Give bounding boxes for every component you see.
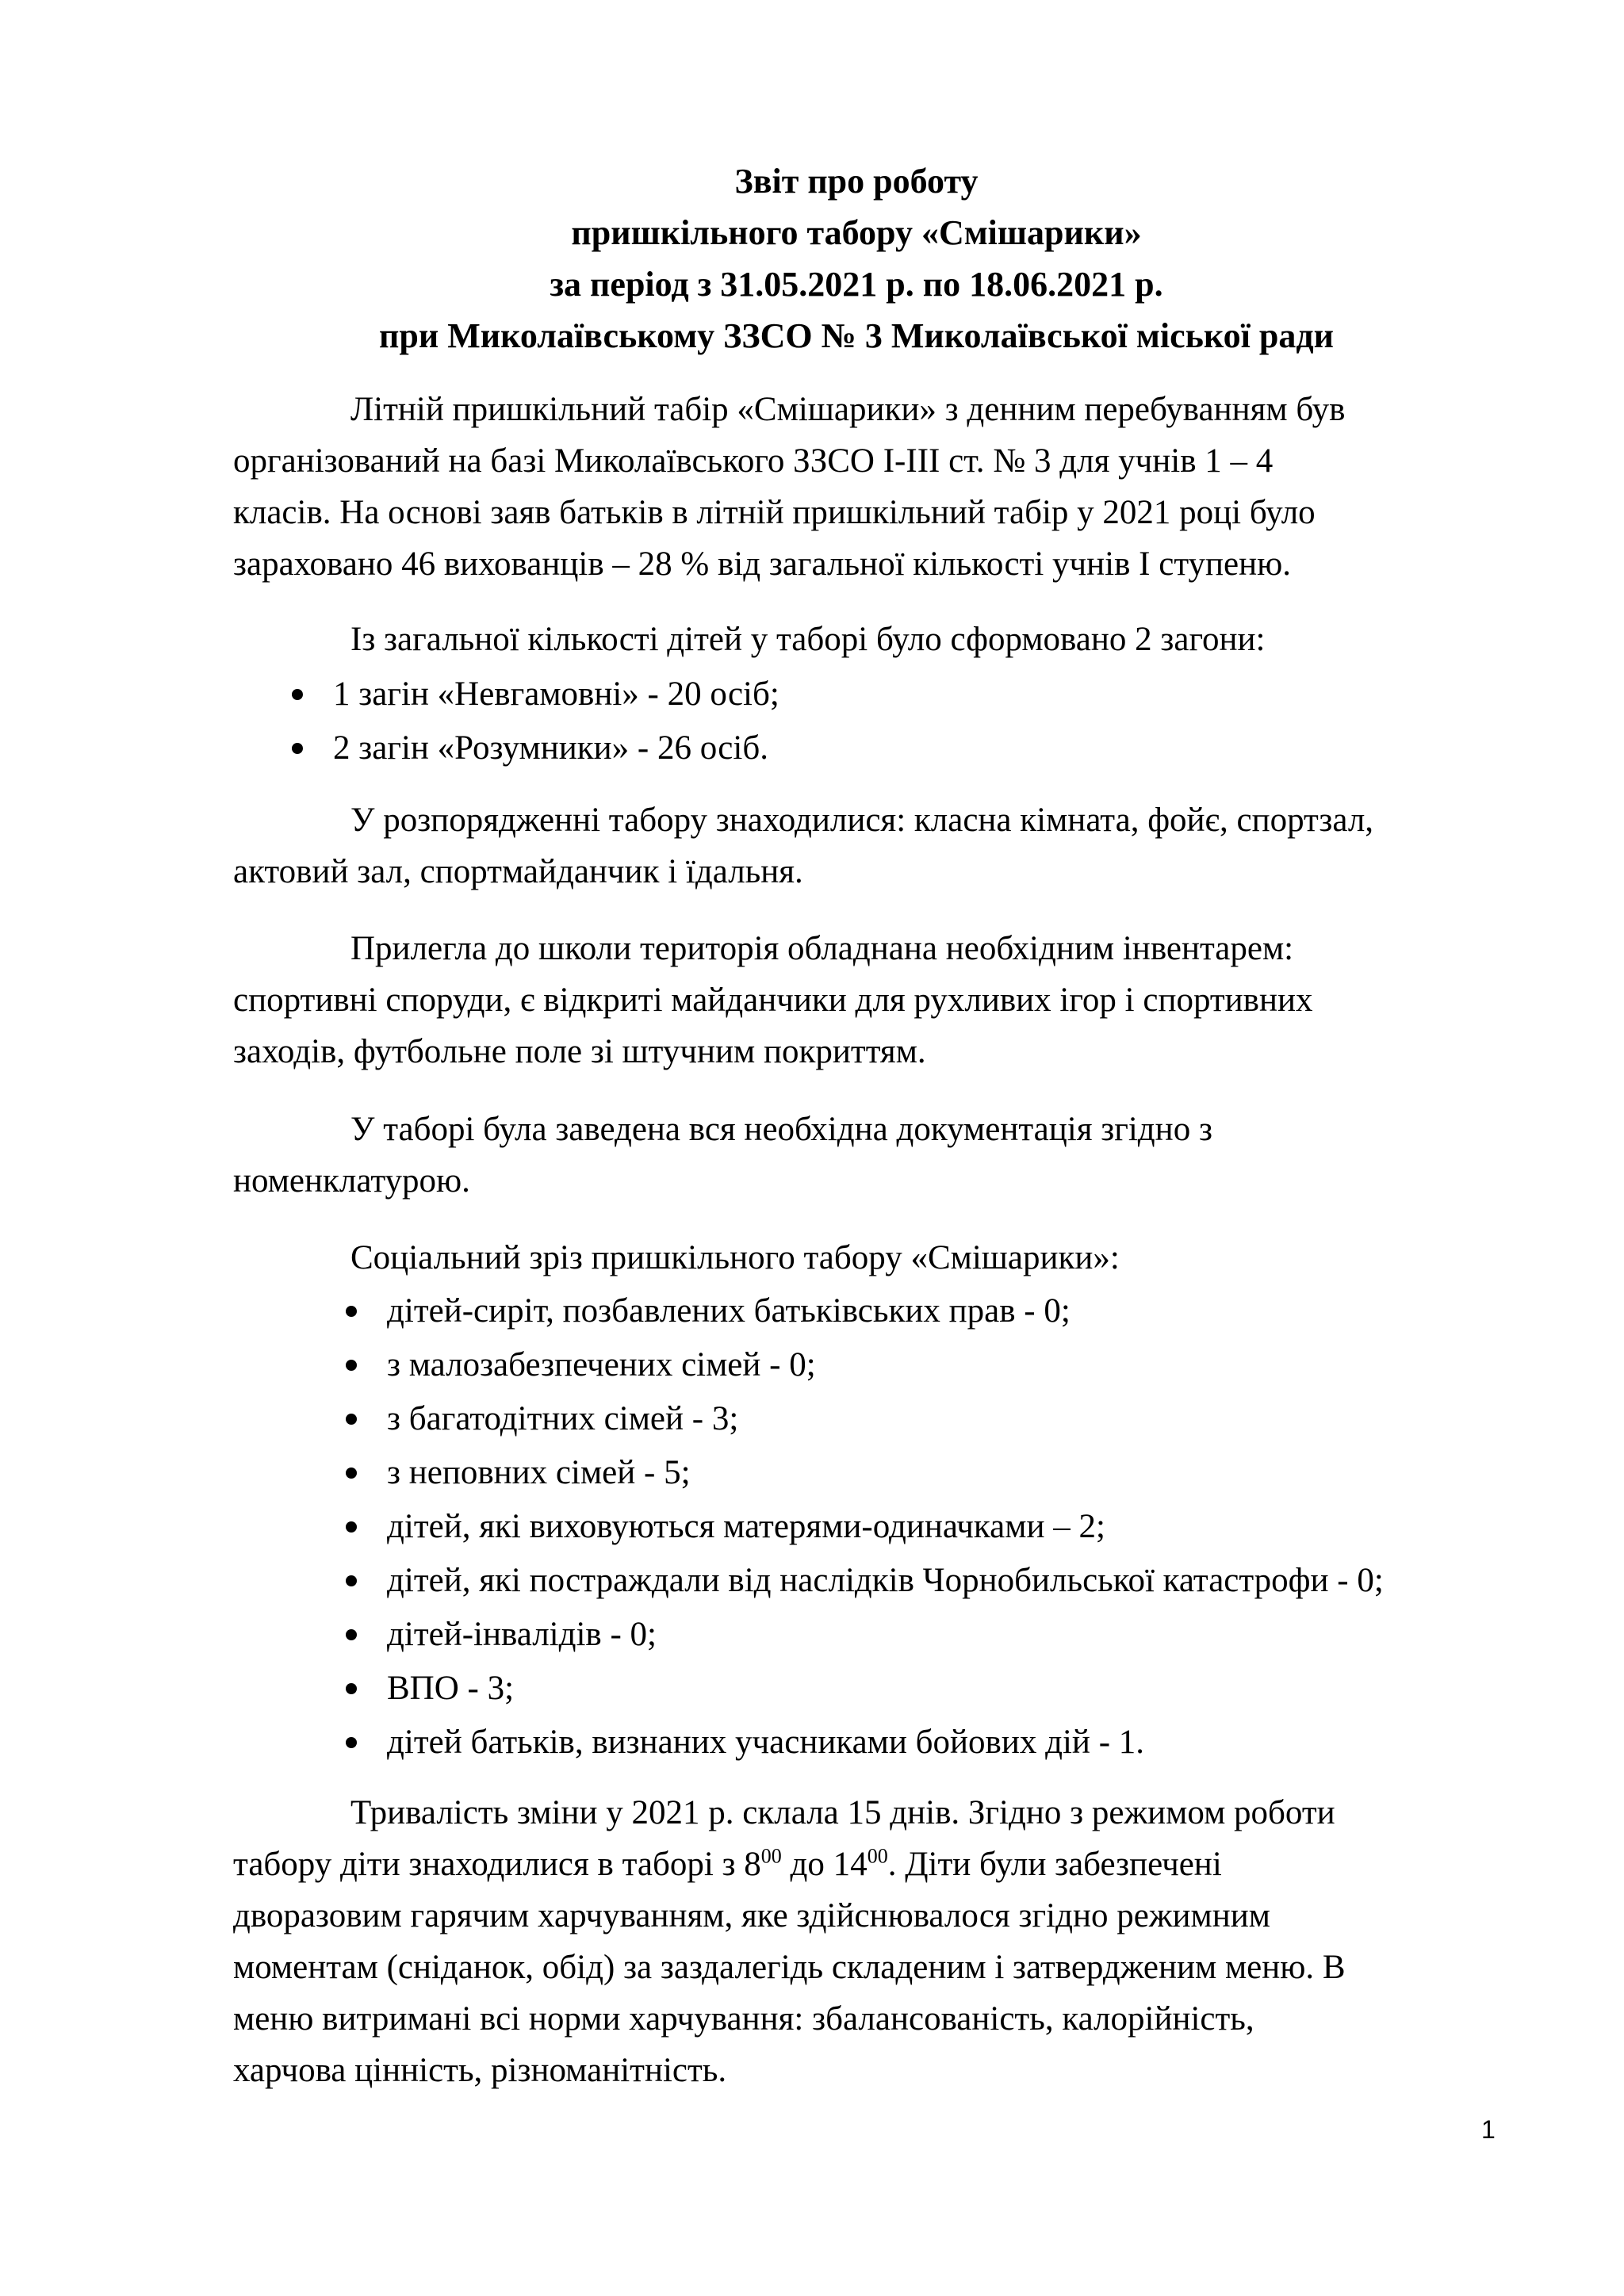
page-number: 1 — [1481, 2115, 1496, 2144]
bullet-icon — [346, 1737, 357, 1748]
title-line: при Миколаївському ЗЗСО № 3 Миколаївської міської ради — [379, 316, 1334, 355]
text-line: моментам (сніданок, обід) за заздалегідь складеним і затвердженим меню. В — [233, 1949, 1346, 1986]
title-line: за період з 31.05.2021 р. по 18.06.2021 р. — [550, 265, 1163, 304]
text-line: Літній пришкільний табір «Смішарики» з денним перебуванням був — [350, 391, 1346, 428]
text-line: номенклатурою. — [233, 1162, 470, 1200]
title-line: пришкільного табору «Смішарики» — [571, 213, 1142, 252]
bullet-icon — [346, 1306, 357, 1317]
bullet-icon — [346, 1629, 357, 1640]
text-line: заходів, футбольне поле зі штучним покриттям. — [233, 1033, 926, 1070]
bullet-icon — [292, 689, 303, 700]
text-line: організований на базі Миколаївського ЗЗСО І-ІІІ ст. № 3 для учнів 1 – 4 — [233, 442, 1274, 480]
text-line: Із загальної кількості дітей у таборі було сформовано 2 загони: — [350, 621, 1266, 658]
bullet-icon — [346, 1683, 357, 1694]
list-item: дітей, які виховуються матерями-одиначками – 2; — [387, 1500, 1384, 1554]
list-item: 2 загін «Розумники» - 26 осіб. — [333, 721, 779, 775]
list-item: з малозабезпечених сімей - 0; — [387, 1338, 1384, 1392]
list-item: дітей-сиріт, позбавлених батьківських прав - 0; — [387, 1284, 1384, 1338]
bullet-icon — [292, 743, 303, 754]
text-line: дворазовим гарячим харчуванням, яке здійснювалося згідно режимним — [233, 1897, 1270, 1934]
text-line: Тривалість зміни у 2021 р. склала 15 днів. Згідно з режимом роботи — [350, 1794, 1335, 1831]
social-paragraph — [233, 1232, 1518, 1284]
bullet-icon — [346, 1575, 357, 1586]
text-line: Соціальний зріз пришкільного табору «Смішарики»: — [350, 1239, 1120, 1276]
social-list — [387, 1284, 1384, 1770]
text-line: Прилегла до школи територія обладнана необхідним інвентарем: — [350, 930, 1294, 967]
text-line: актовий зал, спортмайданчик і їдальня. — [233, 853, 803, 890]
list-item: з багатодітних сімей - 3; — [387, 1392, 1384, 1446]
groups-paragraph — [233, 614, 1518, 665]
duration-paragraph — [233, 1787, 1518, 2096]
text-line: класів. На основі заяв батьків в літній пришкільний табір у 2021 році було — [233, 494, 1316, 531]
report-title — [238, 155, 1475, 362]
text-line: У таборі була заведена вся необхідна документація згідно з — [350, 1111, 1212, 1148]
intro-paragraph — [233, 384, 1518, 590]
territory-paragraph — [233, 923, 1518, 1077]
list-item: дітей, які постраждали від наслідків Чорнобильської катастрофи - 0; — [387, 1554, 1384, 1608]
text-line: меню витримані всі норми харчування: збалансованість, калорійність, — [233, 2000, 1254, 2038]
bullet-icon — [346, 1521, 357, 1533]
list-item: ВПО - 3; — [387, 1662, 1384, 1716]
bullet-icon — [346, 1468, 357, 1479]
title-line: Звіт про роботу — [734, 162, 979, 201]
text-line: табору діти знаходилися в таборі з $8^{00}$ до $14^{00}$. Діти були забезпечені — [233, 1844, 1222, 1883]
groups-list — [333, 668, 779, 775]
bullet-icon — [346, 1414, 357, 1425]
text-line: харчова цінність, різноманітність. — [233, 2052, 727, 2089]
list-item: дітей батьків, визнаних учасниками бойових дій - 1. — [387, 1716, 1384, 1770]
facilities-paragraph — [233, 794, 1518, 897]
documentation-paragraph — [233, 1104, 1518, 1207]
list-item: з неповних сімей - 5; — [387, 1446, 1384, 1500]
bullet-icon — [346, 1360, 357, 1371]
text-line: спортивні споруди, є відкриті майданчики для рухливих ігор і спортивних — [233, 982, 1313, 1019]
list-item: 1 загін «Невгамовні» - 20 осіб; — [333, 668, 779, 721]
text-line: зараховано 46 вихованців – 28 % від загальної кількості учнів І ступеню. — [233, 545, 1292, 583]
text-line: У розпорядженні табору знаходилися: класна кімната, фойє, спортзал, — [350, 802, 1374, 839]
list-item: дітей-інвалідів - 0; — [387, 1608, 1384, 1662]
